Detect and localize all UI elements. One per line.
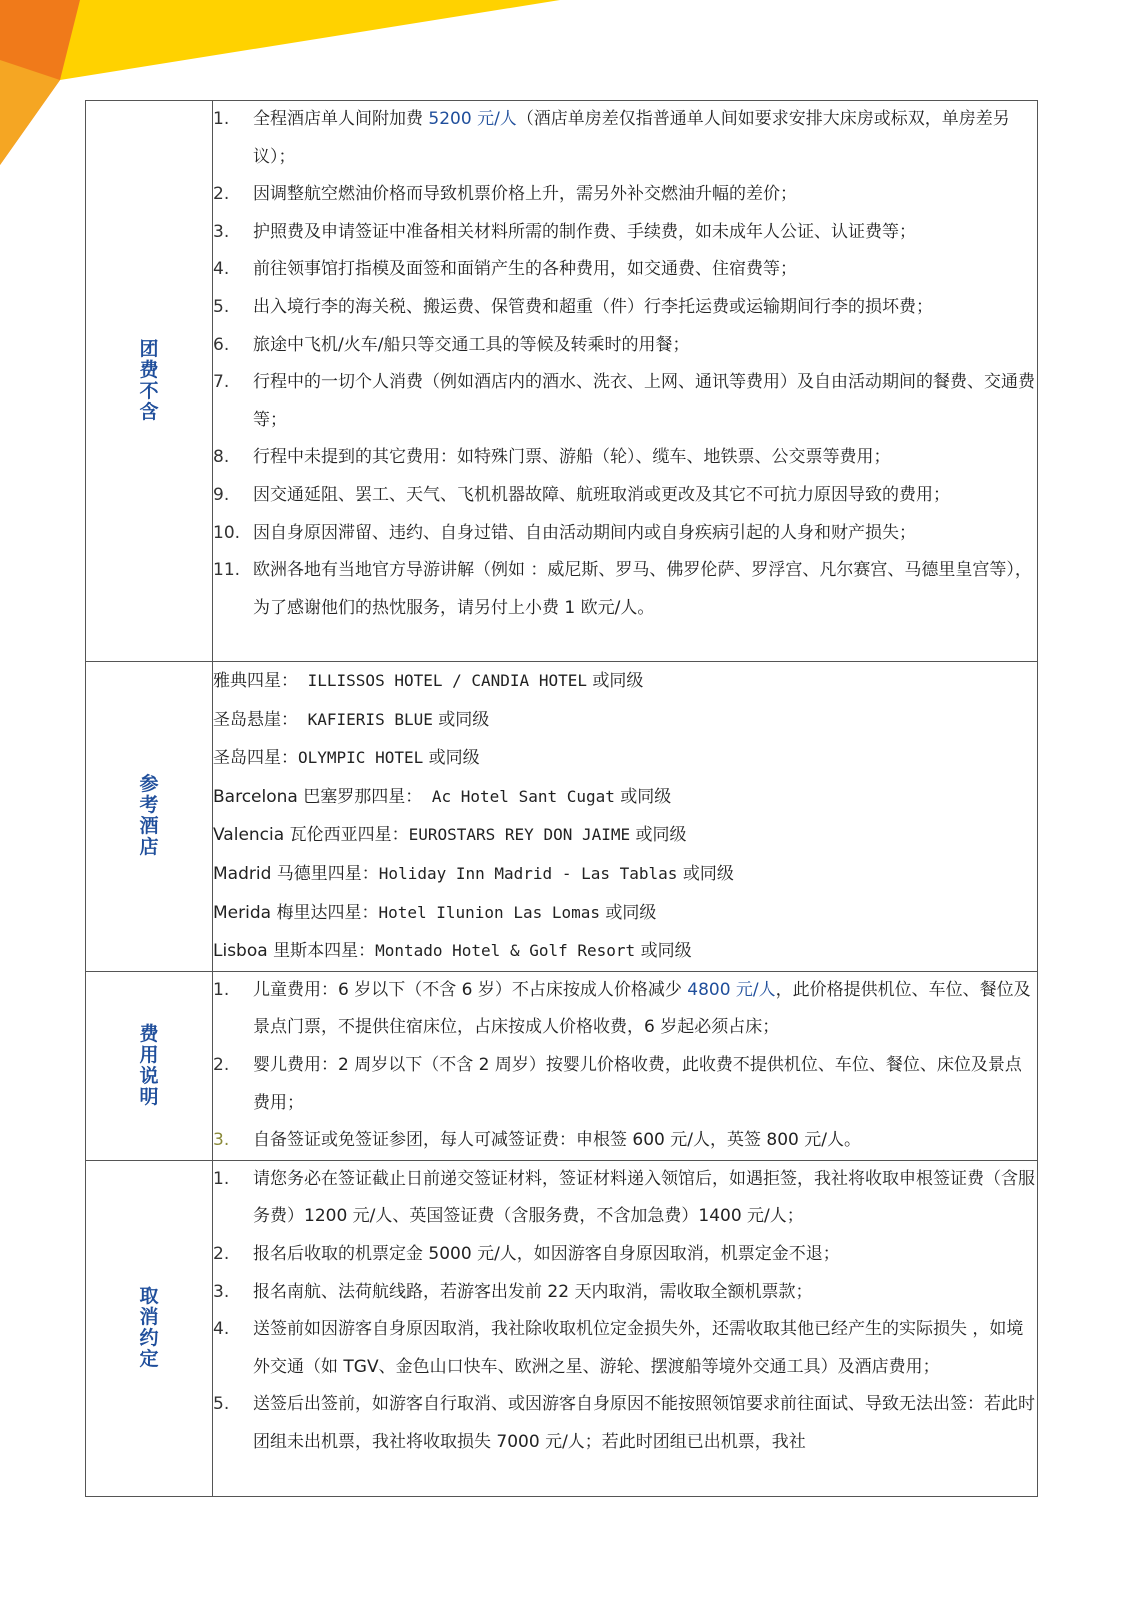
hotel-city: 圣岛悬崖： — [213, 709, 298, 730]
item-number: 2. — [213, 1054, 230, 1075]
hotel-name: EUROSTARS REY DON JAIME — [408, 825, 631, 845]
hotel-entry: Barcelona 巴塞罗那四星： Ac Hotel Sant Cugat 或同级 — [213, 786, 672, 807]
item-number: 4. — [213, 1319, 230, 1340]
label-hotels: 参考酒店 — [139, 773, 159, 859]
itinerary-info-table — [85, 100, 1038, 1497]
hotel-entry: Valencia 瓦伦西亚四星：EUROSTARS REY DON JAIME 或同级 — [213, 825, 687, 846]
label-fees: 费用说明 — [139, 1022, 159, 1108]
hotel-city: Valencia 瓦伦西亚四星： — [213, 825, 409, 846]
item-number: 7. — [213, 372, 230, 393]
hotel-name: ILLISSOS HOTEL / CANDIA HOTEL — [298, 671, 587, 690]
hotel-entry: 圣岛四星：OLYMPIC HOTEL 或同级 — [213, 748, 480, 769]
item-number: 9. — [213, 484, 230, 505]
item-number: 11. — [213, 560, 241, 581]
hotel-name: Holiday Inn Madrid - Las Tablas — [378, 863, 678, 883]
list-item: 6. 旅途中飞机/火车/船只等交通工具的等候及转乘时的用餐； — [213, 327, 1037, 365]
hotel-city: 雅典四星： — [213, 671, 298, 691]
hotel-name: OLYMPIC HOTEL — [298, 748, 424, 768]
item-number: 1. — [213, 109, 230, 129]
list-item: 1. 请您务必在签证截止日前递交签证材料，签证材料递入领馆后，如遇拒签，我社将收取申根签证费（含服务费）1200 元/人、英国签证费（含服务费，不含加急费）1400 元/人； — [213, 1161, 1037, 1236]
list-item: 4. 送签前如因游客自身原因取消，我社除收取机位定金损失外，还需收取其他已经产生的实际损失 ，如境外交通（如 TGV、金色山口快车、欧洲之星、游轮、摆渡船等境外交通工具）及酒店费用； — [213, 1311, 1037, 1386]
row-hotels — [86, 662, 1038, 972]
list-item: 9. 因交通延阻、罢工、天气、飞机机器故障、航班取消或更改及其它不可抗力原因导致的费用； — [213, 477, 1037, 515]
hotel-entry: Merida 梅里达四星：Hotel Ilunion Las Lomas 或同级 — [213, 902, 657, 923]
list-item: 5. 出入境行李的海关税、搬运费、保管费和超重（件）行李托运费或运输期间行李的损坏费； — [213, 289, 1037, 327]
hotel-entry: Lisboa 里斯本四星：Montado Hotel & Golf Resort 或同级 — [213, 941, 692, 962]
list-item: 2. 报名后收取的机票定金 5000 元/人，如因游客自身原因取消，机票定金不退； — [213, 1236, 1037, 1274]
label-cancel: 取消约定 — [139, 1285, 159, 1371]
row-cancel — [86, 1160, 1038, 1496]
list-item: 1. 儿童费用：6 岁以下（不含 6 岁）不占床按成人价格减少 4800 元/人，此价格提供机位、车位、餐位及景点门票，不提供住宿床位，占床按成人价格收费，6 岁起必须占床； — [213, 972, 1037, 1047]
hotel-city: Barcelona 巴塞罗那四星： — [213, 786, 423, 807]
list-item: 3. 护照费及申请签证中准备相关材料所需的制作费、手续费，如未成年人公证、认证费等； — [213, 214, 1037, 252]
hotel-entry: 圣岛悬崖： KAFIERIS BLUE 或同级 — [213, 709, 490, 730]
item-number: 2. — [213, 1243, 230, 1264]
hotel-city: Madrid 马德里四星： — [213, 863, 379, 884]
item-number: 4. — [213, 259, 230, 280]
hotel-name: Montado Hotel & Golf Resort — [375, 941, 636, 961]
item-number: 10. — [213, 522, 241, 543]
list-item: 4. 前往领事馆打指模及面签和面销产生的各种费用，如交通费、住宿费等； — [213, 251, 1037, 289]
price-highlight: 5200 元/人 — [428, 109, 517, 129]
list-item: 1. 全程酒店单人间附加费 5200 元/人（酒店单房差仅指普通单人间如要求安排大床房或标双，单房差另议）； — [213, 101, 1037, 176]
label-excluded: 团费不含 — [139, 338, 159, 423]
item-number: 3. — [213, 1130, 230, 1151]
hotel-city: Lisboa 里斯本四星： — [213, 941, 376, 962]
list-item: 10. 因自身原因滞留、违约、自身过错、自由活动期间内或自身疾病引起的人身和财产损失； — [213, 515, 1037, 553]
hotel-city: Merida 梅里达四星： — [213, 902, 379, 923]
hotel-name: Hotel Ilunion Las Lomas — [378, 902, 601, 922]
list-item: 7. 行程中的一切个人消费（例如酒店内的酒水、洗衣、上网、通讯等费用）及自由活动期间的餐费、交通费等； — [213, 364, 1037, 439]
price-highlight: 4800 元/人 — [687, 979, 776, 1000]
hotel-entry: Madrid 马德里四星：Holiday Inn Madrid - Las Tablas 或同级 — [213, 863, 734, 884]
item-number: 3. — [213, 1281, 230, 1302]
list-item: 3. 自备签证或免签证参团，每人可减签证费：申根签 600 元/人，英签 800 元/人。 — [213, 1122, 1037, 1160]
list-item: 2. 婴儿费用：2 周岁以下（不含 2 周岁）按婴儿价格收费，此收费不提供机位、车位、餐位、床位及景点费用； — [213, 1047, 1037, 1122]
item-number: 2. — [213, 184, 230, 205]
list-item: 11. 欧洲各地有当地官方导游讲解（例如 ：威尼斯、罗马、佛罗伦萨、罗浮宫、凡尔赛宫、马德里皇宫等），为了感谢他们的热忱服务，请另付上小费 1 欧元/人。 — [213, 552, 1037, 627]
hotel-name: KAFIERIS BLUE — [298, 709, 433, 729]
item-number: 5. — [213, 1394, 230, 1415]
list-item: 5. 送签后出签前，如游客自行取消、或因游客自身原因不能按照领馆要求前往面试、导致无法出签：若此时团组未出机票，我社将收取损失 7000 元/人；若此时团组已出机票，我社 — [213, 1386, 1037, 1461]
item-number: 6. — [213, 334, 230, 355]
hotel-entry: 雅典四星： ILLISSOS HOTEL / CANDIA HOTEL 或同级 — [213, 671, 644, 691]
hotel-city: 圣岛四星： — [213, 748, 298, 769]
row-excluded — [86, 101, 1038, 662]
item-number: 1. — [213, 1168, 230, 1189]
list-item: 2. 因调整航空燃油价格而导致机票价格上升，需另外补交燃油升幅的差价； — [213, 176, 1037, 214]
hotel-name: Ac Hotel Sant Cugat — [422, 786, 615, 806]
item-number: 3. — [213, 221, 230, 242]
item-number: 5. — [213, 296, 230, 317]
item-number: 8. — [213, 447, 230, 468]
item-number: 1. — [213, 979, 230, 1000]
list-item: 8. 行程中未提到的其它费用：如特殊门票、游船（轮）、缆车、地铁票、公交票等费用； — [213, 439, 1037, 477]
row-fees — [86, 971, 1038, 1160]
list-item: 3. 报名南航、法荷航线路，若游客出发前 22 天内取消，需收取全额机票款； — [213, 1274, 1037, 1312]
